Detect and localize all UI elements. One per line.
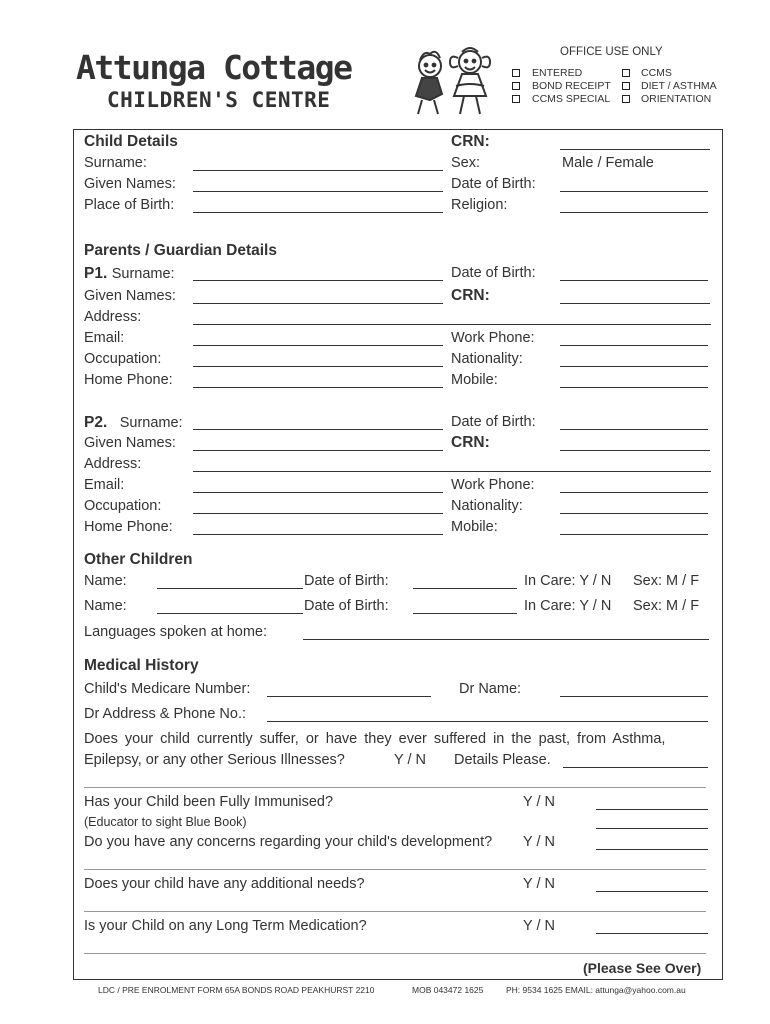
dr-name-field[interactable] <box>560 696 708 697</box>
other-child-1-in-care[interactable]: In Care: Y / N <box>524 573 612 589</box>
illness-question-line2: Epilepsy, or any other Serious Illnesses? <box>84 752 345 768</box>
child-given-names-field[interactable] <box>193 191 443 192</box>
child-dob-label: Date of Birth: <box>451 176 536 192</box>
other-child-2-sex[interactable]: Sex: M / F <box>633 598 700 614</box>
development-question: Do you have any concerns regarding your child's development? <box>84 834 493 850</box>
p1-work-phone-field[interactable] <box>560 345 708 346</box>
p1-label: P1. <box>84 265 108 282</box>
p2-nationality-field[interactable] <box>560 513 708 514</box>
immunised-note-field[interactable] <box>596 828 708 829</box>
p2-crn-field[interactable] <box>560 450 710 451</box>
p2-surname-field[interactable] <box>193 429 443 430</box>
please-see-over: (Please See Over) <box>583 960 702 976</box>
ccms-checkbox[interactable] <box>622 69 630 77</box>
details-please-label: Details Please. <box>454 752 551 768</box>
immunised-question: Has your Child been Fully Immunised? <box>84 794 334 810</box>
development-field[interactable] <box>596 849 708 850</box>
p2-home-phone-field[interactable] <box>193 534 443 535</box>
p1-given-names-label: Given Names: <box>84 288 176 304</box>
p2-nationality-label: Nationality: <box>451 498 523 514</box>
illness-yn[interactable]: Y / N <box>394 752 426 768</box>
child-dob-field[interactable] <box>560 191 708 192</box>
p2-dob-field[interactable] <box>560 429 708 430</box>
p2-mobile-field[interactable] <box>560 534 708 535</box>
medicare-number-label: Child's Medicare Number: <box>84 681 251 697</box>
additional-needs-yn[interactable]: Y / N <box>523 876 555 892</box>
p2-email-field[interactable] <box>193 492 443 493</box>
languages-field[interactable] <box>303 639 709 640</box>
educator-note: (Educator to sight Blue Book) <box>84 815 247 829</box>
child-crn-label: CRN: <box>451 133 490 150</box>
p2-occupation-field[interactable] <box>193 513 443 514</box>
children-cartoon-icon <box>410 44 506 116</box>
p1-dob-field[interactable] <box>560 280 708 281</box>
other-children-heading: Other Children <box>84 551 193 568</box>
p2-surname-row <box>84 414 183 432</box>
office-use-title: OFFICE USE ONLY <box>560 46 663 58</box>
p1-surname-field[interactable] <box>193 280 443 281</box>
other-child-2-name-field[interactable] <box>157 613 303 614</box>
medication-details-line[interactable] <box>84 953 706 954</box>
diet-asthma-label: DIET / ASTHMA <box>641 80 717 92</box>
centre-subtitle: CHILDREN'S CENTRE <box>107 88 331 112</box>
child-religion-label: Religion: <box>451 197 508 213</box>
p1-mobile-label: Mobile: <box>451 372 498 388</box>
other-child-1-name-label: Name: <box>84 573 127 589</box>
p1-crn-label: CRN: <box>451 287 490 304</box>
footer-form-address: LDC / PRE ENROLMENT FORM 65A BONDS ROAD PEAKHURST 2210 <box>98 985 375 995</box>
illness-question-line1: Does your child currently suffer, or have they ever suffered in the past, from Asthma, <box>84 731 666 747</box>
child-surname-field[interactable] <box>193 170 443 171</box>
p1-work-phone-label: Work Phone: <box>451 330 535 346</box>
p1-email-field[interactable] <box>193 345 443 346</box>
medication-yn[interactable]: Y / N <box>523 918 555 934</box>
orientation-label: ORIENTATION <box>641 93 712 105</box>
ccms-label: CCMS <box>641 67 672 79</box>
other-child-1-name-field[interactable] <box>157 588 303 589</box>
centre-title: Attunga Cottage <box>76 48 352 87</box>
orientation-checkbox[interactable] <box>622 95 630 103</box>
immunised-yn[interactable]: Y / N <box>523 794 555 810</box>
parents-heading: Parents / Guardian Details <box>84 242 277 259</box>
p2-crn-label: CRN: <box>451 434 490 451</box>
medication-question: Is your Child on any Long Term Medication? <box>84 918 367 934</box>
child-sex-label: Sex: <box>451 155 481 171</box>
child-crn-field[interactable] <box>560 149 710 150</box>
p1-surname-label: Surname: <box>111 266 175 282</box>
p1-email-label: Email: <box>84 330 125 346</box>
child-religion-field[interactable] <box>560 212 708 213</box>
development-details-line[interactable] <box>84 869 706 870</box>
footer-phone-email: PH: 9534 1625 EMAIL: attunga@yahoo.com.au <box>506 985 686 995</box>
diet-asthma-checkbox[interactable] <box>622 82 630 90</box>
child-sex-options[interactable]: Male / Female <box>562 155 654 171</box>
p2-label: P2. <box>84 414 108 431</box>
ccms-special-label: CCMS SPECIAL <box>532 93 611 105</box>
child-surname-label: Surname: <box>84 155 147 171</box>
p2-email-label: Email: <box>84 477 125 493</box>
other-child-2-dob-field[interactable] <box>413 613 517 614</box>
additional-needs-question: Does your child have any additional needs? <box>84 876 365 892</box>
dr-address-field[interactable] <box>267 721 708 722</box>
additional-needs-details-line[interactable] <box>84 911 706 912</box>
additional-needs-field[interactable] <box>596 891 708 892</box>
p2-mobile-label: Mobile: <box>451 519 498 535</box>
medical-history-heading: Medical History <box>84 657 199 674</box>
p2-given-names-field[interactable] <box>193 450 443 451</box>
p1-home-phone-field[interactable] <box>193 387 443 388</box>
other-child-1-dob-label: Date of Birth: <box>304 573 389 589</box>
p2-work-phone-field[interactable] <box>560 492 708 493</box>
p1-mobile-field[interactable] <box>560 387 708 388</box>
bond-receipt-label: BOND RECEIPT <box>532 80 611 92</box>
p2-given-names-label: Given Names: <box>84 435 176 451</box>
child-place-of-birth-label: Place of Birth: <box>84 197 175 213</box>
other-child-2-in-care[interactable]: In Care: Y / N <box>524 598 612 614</box>
illness-details-line[interactable] <box>84 787 706 788</box>
p1-occupation-label: Occupation: <box>84 351 162 367</box>
p1-surname-row <box>84 265 175 283</box>
p2-surname-label: Surname: <box>119 415 183 431</box>
dr-name-label: Dr Name: <box>459 681 522 697</box>
footer-mobile: MOB 043472 1625 <box>412 985 484 995</box>
p1-dob-label: Date of Birth: <box>451 265 536 281</box>
p1-given-names-field[interactable] <box>193 303 443 304</box>
p1-crn-field[interactable] <box>560 303 710 304</box>
p2-work-phone-label: Work Phone: <box>451 477 535 493</box>
child-given-names-label: Given Names: <box>84 176 176 192</box>
immunised-field[interactable] <box>596 809 708 810</box>
p1-nationality-label: Nationality: <box>451 351 523 367</box>
other-child-2-name-label: Name: <box>84 598 127 614</box>
p2-dob-label: Date of Birth: <box>451 414 536 430</box>
p1-occupation-field[interactable] <box>193 366 443 367</box>
p2-home-phone-label: Home Phone: <box>84 519 173 535</box>
medication-field[interactable] <box>596 933 708 934</box>
medicare-number-field[interactable] <box>267 696 431 697</box>
p1-home-phone-label: Home Phone: <box>84 372 173 388</box>
other-child-1-sex[interactable]: Sex: M / F <box>633 573 700 589</box>
p1-address-field[interactable] <box>193 324 711 325</box>
bond-receipt-checkbox[interactable] <box>512 82 520 90</box>
entered-checkbox[interactable] <box>512 69 520 77</box>
other-child-2-dob-label: Date of Birth: <box>304 598 389 614</box>
languages-label: Languages spoken at home: <box>84 624 267 640</box>
other-child-1-dob-field[interactable] <box>413 588 517 589</box>
entered-label: ENTERED <box>532 67 583 79</box>
p1-address-label: Address: <box>84 309 142 325</box>
p2-occupation-label: Occupation: <box>84 498 162 514</box>
child-details-heading: Child Details <box>84 133 178 150</box>
illness-details-field[interactable] <box>563 767 708 768</box>
dr-address-label: Dr Address & Phone No.: <box>84 706 246 722</box>
p2-address-field[interactable] <box>193 471 711 472</box>
p1-nationality-field[interactable] <box>560 366 708 367</box>
development-yn[interactable]: Y / N <box>523 834 555 850</box>
ccms-special-checkbox[interactable] <box>512 95 520 103</box>
child-place-of-birth-field[interactable] <box>193 212 443 213</box>
p2-address-label: Address: <box>84 456 142 472</box>
